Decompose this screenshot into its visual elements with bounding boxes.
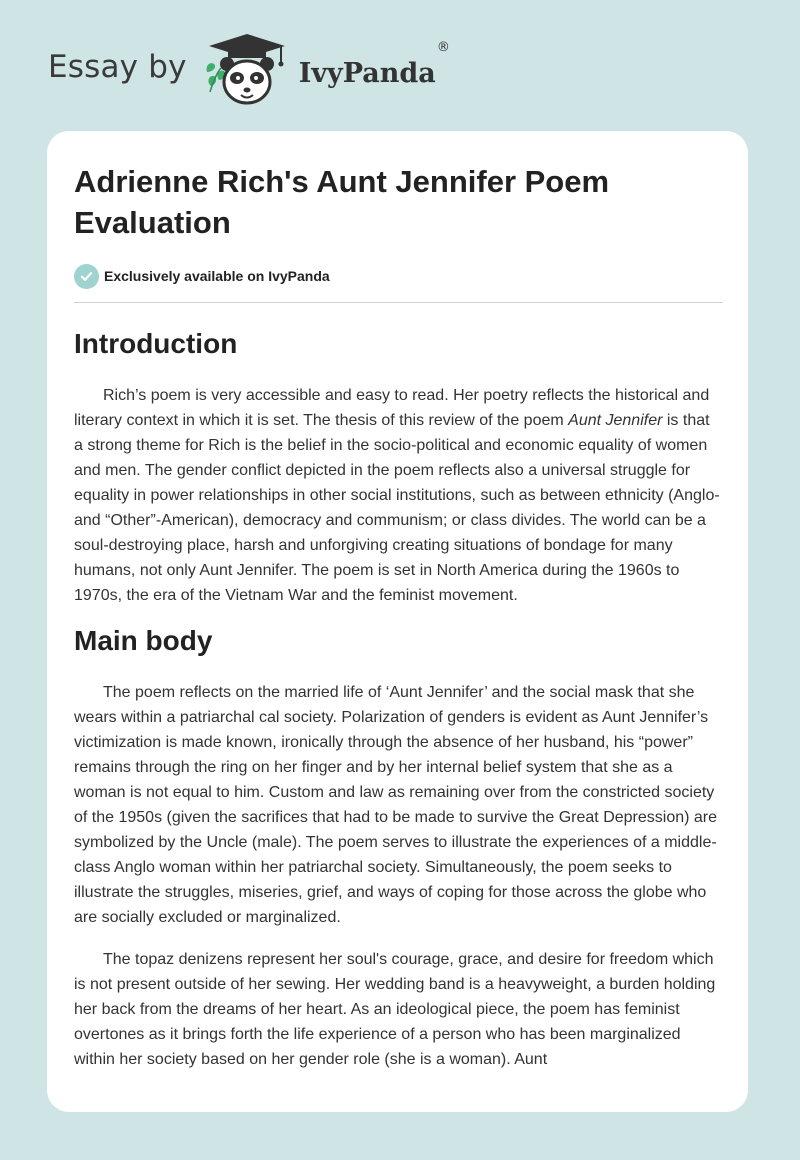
check-icon: [74, 264, 99, 289]
essay-by-label: Essay by: [48, 49, 187, 85]
section-heading: Main body: [74, 625, 213, 656]
site-header: [48, 30, 450, 110]
paragraph: The topaz denizens represent her soul's courage, grace, and desire for freedom which is not present outside of her sewing. Her wedding band is a heavyweight, a burden holding her back from the dreams of her heart. As an ideological piece, the poem has feminist overtones as it brings forth the life experience of a person who has been marginalized within her society based on her gender role (she is a woman). Aunt: [74, 951, 716, 1068]
panda-graduation-cap-icon: [201, 30, 293, 110]
exclusive-badge: [74, 262, 722, 290]
badge-label: Exclusively available on IvyPanda: [104, 268, 330, 284]
divider: [74, 302, 723, 303]
registered-mark: ®: [436, 40, 450, 55]
essay-content: [74, 161, 722, 1072]
paragraph-text: Rich’s poem is very accessible and easy to read. Her poetry reflects the historical and literary context in which it is set. The thesis of this review of the poem: [74, 387, 710, 429]
paragraph: [74, 383, 722, 608]
brand-name: IvyPanda: [298, 57, 436, 89]
section-heading: Introduction: [74, 328, 238, 359]
poem-title: Aunt Jennifer: [568, 412, 663, 429]
essay-card: [47, 131, 748, 1112]
page-title: Adrienne Rich's Aunt Jennifer Poem Evaluation: [74, 164, 610, 240]
paragraph-text: is that a strong theme for Rich is the belief in the socio-political and economic equality of women and men. The gender conflict depicted in the poem reflects also a universal struggle for equality in power relationships in other social institutions, such as between ethnicity (Anglo- and “Other”-American), democracy and communism; or class divides. The world can be a soul-destroying place, harsh and unforgiving creating situations of bondage for many humans, not only Aunt Jennifer. The poem is set in North America during the 1960s to 1970s, the era of the Vietnam War and the feminist movement.: [74, 412, 720, 604]
section-main-body: [74, 624, 722, 1072]
section-introduction: [74, 327, 722, 608]
paragraph: The poem reflects on the married life of ‘Aunt Jennifer’ and the social mask that she wears within a patriarchal cal society. Polarization of genders is evident as Aunt Jennifer’s victimization is made known, ironically through the absence of her husband, his “power” remains through the ring on her finger and by her internal belief system that she as a woman is not equal to him. Custom and law as remaining over from the constricted society of the 1950s (given the sacrifices that had to be made to survive the Great Depression) are symbolized by the Uncle (male). The poem serves to illustrate the experiences of a middle-class Anglo woman within her patriarchal society. Simultaneously, the poem seeks to illustrate the struggles, miseries, grief, and ways of coping for those across the globe who are socially excluded or marginalized.: [74, 684, 718, 926]
